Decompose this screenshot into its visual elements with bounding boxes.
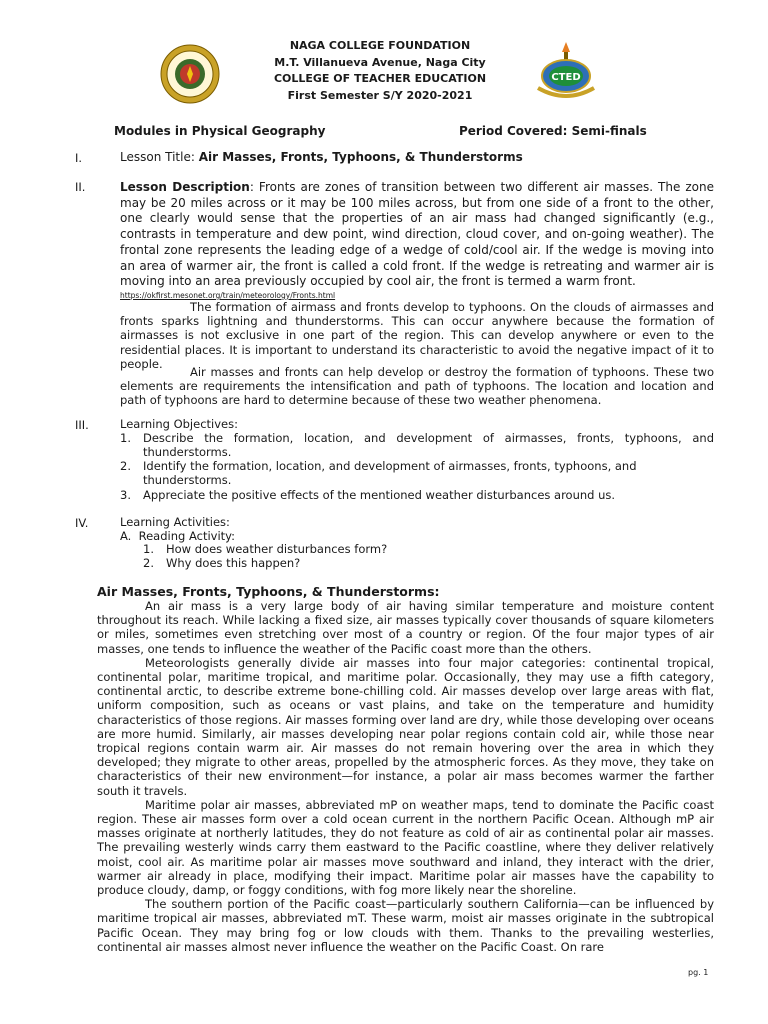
objectives-label: Learning Objectives: [120, 417, 238, 431]
description-paragraph-3: Air masses and fronts can help develop or destroy the formation of typhoons. These two elements are requirements the intensification and path of typhoons. The location and location and path of typhoons are hard to determine because of these two weather phenomena. [120, 365, 714, 408]
lesson-title-label: Lesson Title: [120, 150, 199, 164]
document-header [230, 38, 530, 104]
section-number: II. [75, 180, 86, 194]
source-link[interactable]: https://okfirst.mesonet.org/train/meteorology/Fronts.html [120, 291, 336, 300]
objective-text: Describe the formation, location, and development of airmasses, fronts, typhoons, and thunderstorms. [143, 431, 714, 460]
college-name: NAGA COLLEGE FOUNDATION [289, 39, 471, 52]
activity-question: How does weather disturbances form? [166, 542, 388, 556]
description-paragraph-2: The formation of airmass and fronts develop to typhoons. On the clouds of airmasses and fronts sparks lightning and thunderstorms. This can occur anywhere because the formation of airmasses is not exclusive in one part of the region. This can develop anywhere or even to the residential places. It is important to understand its characteristic to avoid the negative impact of it to people. [120, 300, 714, 371]
article-paragraph: The southern portion of the Pacific coast—particularly southern California—can be influenced by maritime tropical air masses, abbreviated mT. These warm, moist air masses originate in the subtropical Pacific Ocean. They may bring fog or low clouds with them. Thanks to the prevailing westerlies, continental air masses almost never influence the weather on the Pacific Coast. On rare [97, 897, 714, 954]
activity-number: 2. [143, 556, 154, 570]
lesson-title-text: Air Masses, Fronts, Typhoons, & Thunderstorms [198, 150, 523, 164]
activity-question: Why does this happen? [166, 556, 301, 570]
module-title: Modules in Physical Geography [114, 124, 326, 138]
section-number: I. [75, 151, 83, 165]
objective-number: 1. [120, 431, 131, 445]
article-paragraph: Meteorologists generally divide air masses into four major categories: continental tropical, continental polar, maritime tropical, and maritime polar. Occasionally, they may use a fifth category, continental arctic, to describe extreme bone-chilling cold. Air masses develop over large areas with flat, uniform composition, such as oceans or vast plains, and take on the temperature and humidity characteristics of those regions. Air masses forming over land are dry, while those developing over oceans are more humid. Similarly, air masses developing near polar regions contain cold air, while those near tropical regions contain warm air. Air masses do not remain hovering over the area in which they developed; they migrate to other areas, propelled by the atmospheric forces. As they move, they take on characteristics of their new environment—for instance, a polar air mass becomes warmer the farther south it travels. [97, 655, 714, 798]
article-paragraph: An air mass is a very large body of air having similar temperature and moisture content throughout its reach. While lacking a fixed size, air masses typically cover thousands of square kilometers or miles, sometimes even stretching over most of a country or region. Of the four major types of air masses, one tends to influence the weather of the Pacific coast more than the others. [97, 599, 714, 656]
semester-line: First Semester S/Y 2020-2021 [287, 88, 473, 102]
naga-college-seal-icon [160, 44, 220, 104]
cted-logo-icon [530, 38, 602, 106]
college-department: COLLEGE OF TEACHER EDUCATION [273, 72, 487, 85]
cted-logo-text: CTED [551, 72, 581, 83]
section-number: IV. [75, 516, 89, 530]
objective-number: 3. [120, 488, 131, 502]
college-address: M.T. Villanueva Avenue, Naga City [274, 55, 486, 69]
activities-label: Learning Activities: [120, 515, 230, 529]
article-body [97, 599, 714, 954]
section-number: III. [75, 418, 89, 432]
page-number: pg. 1 [688, 968, 709, 977]
reading-activity-label: A. Reading Activity: [120, 529, 236, 543]
lesson-description [120, 180, 714, 290]
period-covered: Period Covered: Semi-finals [459, 124, 647, 138]
lesson-title [120, 150, 720, 166]
objective-text: Appreciate the positive effects of the mentioned weather disturbances around us. [143, 488, 616, 502]
objective-number: 2. [120, 459, 131, 473]
lesson-description-text: : Fronts are zones of transition between two different air masses. The zone may be 20 miles across or it may be 100 miles across, but from one side of a front to the other, one clearly would sense that the properties of an air mass had changed significantly (e.g., contrasts in temperature and dew point, wind direction, cloud cover, and on-going weather). The frontal zone represents the leading edge of a wedge of cold/cool air. If the wedge is moving into an area of warmer air, the front is called a cold front. If the wedge is retreating and warmer air is moving into an area previously occupied by cool air, the front is termed a warm front. [120, 180, 714, 289]
objective-text: Identify the formation, location, and development of airmasses, fronts, typhoons, and thunderstorms. [143, 459, 637, 488]
article-paragraph: Maritime polar air masses, abbreviated mP on weather maps, tend to dominate the Pacific coast region. These air masses form over a cold ocean current in the northern Pacific Ocean. Although mP air masses originate at northerly latitudes, they do not feature as cold of air as continental polar air masses. The prevailing westerly winds carry them eastward to the Pacific coastline, where they deliver relatively moist, cool air. As maritime polar air masses move southward and inland, they interact with the drier, warmer air already in place, modifying their impact. Maritime polar air masses have the capability to produce cloudy, damp, or foggy conditions, with fog more likely near the shoreline. [97, 797, 714, 898]
activity-number: 1. [143, 542, 154, 556]
article-title: Air Masses, Fronts, Typhoons, & Thunderstorms: [97, 584, 440, 599]
lesson-description-label: Lesson Description [120, 180, 250, 194]
